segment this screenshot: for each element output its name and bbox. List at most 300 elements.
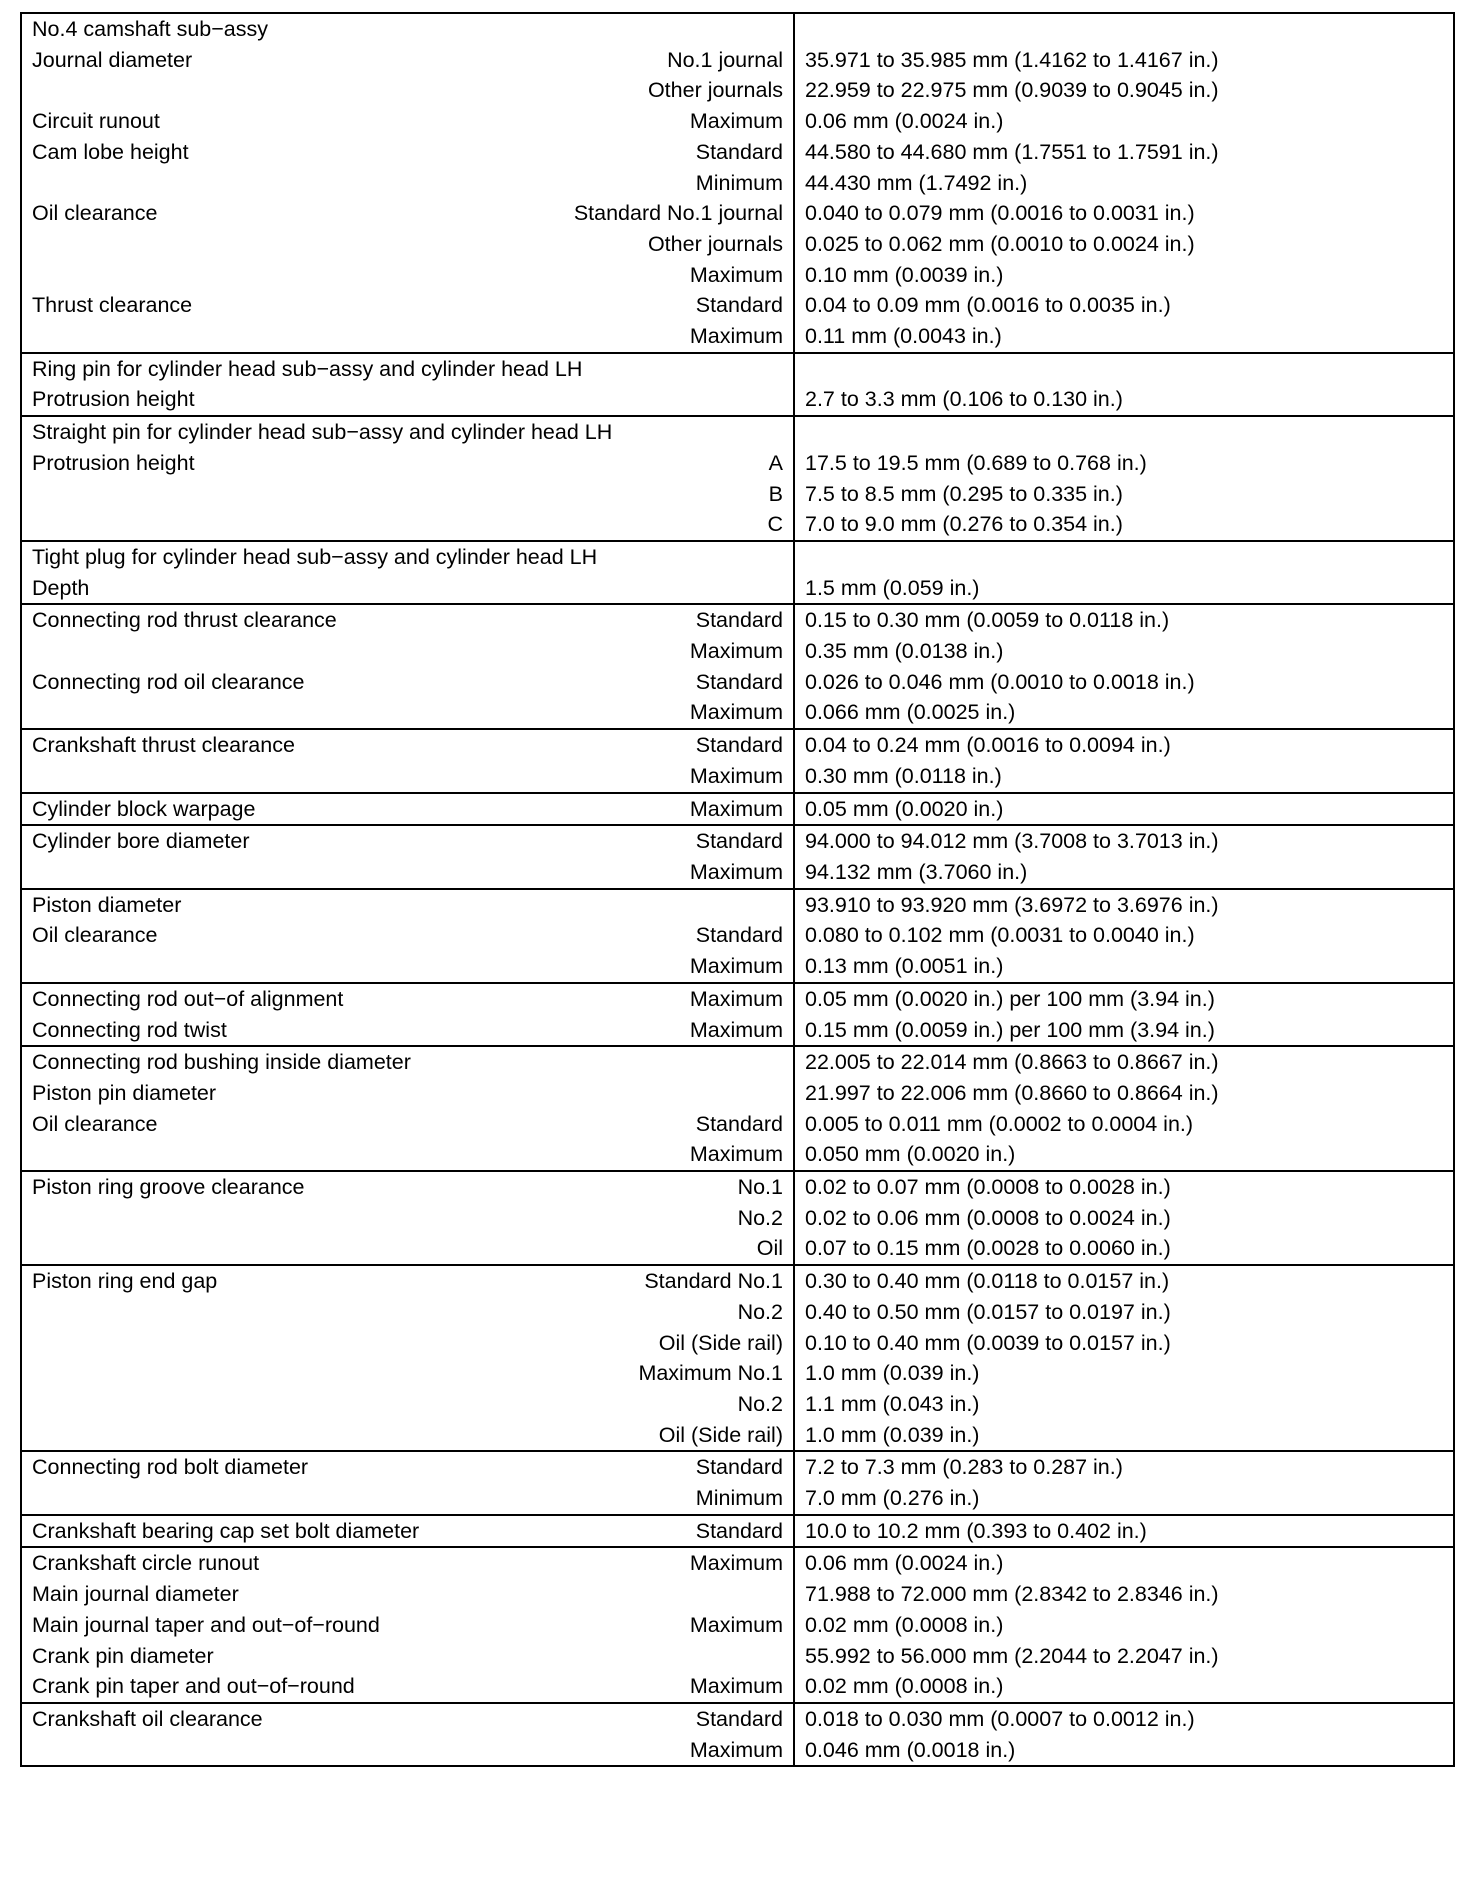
spec-item-label: Piston pin diameter — [32, 1080, 217, 1105]
table-row — [21, 541, 1454, 573]
spec-item-wrapper — [32, 1109, 783, 1140]
table-row — [21, 1641, 1454, 1672]
spec-item-label: Depth — [32, 575, 90, 600]
spec-value: 0.13 mm (0.0051 in.) — [794, 951, 1454, 983]
table-row — [21, 137, 1454, 168]
spec-item-cell — [21, 321, 794, 353]
spec-item-cell — [21, 198, 794, 229]
spec-item-wrapper — [32, 1420, 783, 1451]
spec-item-cell — [21, 1703, 794, 1735]
spec-section — [21, 983, 1454, 1046]
spec-condition: Standard — [695, 1518, 783, 1543]
spec-value: 44.580 to 44.680 mm (1.7551 to 1.7591 in.) — [794, 137, 1454, 168]
spec-condition: B — [768, 481, 783, 506]
table-row — [21, 106, 1454, 137]
spec-item-wrapper — [32, 667, 783, 698]
table-row — [21, 761, 1454, 793]
table-row — [21, 793, 1454, 826]
spec-value: 0.11 mm (0.0043 in.) — [794, 321, 1454, 353]
spec-table — [20, 12, 1455, 1767]
spec-item-label: Crankshaft thrust clearance — [32, 733, 295, 758]
spec-value — [794, 541, 1454, 573]
spec-item-wrapper — [32, 1328, 783, 1359]
table-row — [21, 75, 1454, 106]
spec-section — [21, 541, 1454, 604]
spec-condition: Maximum — [689, 1674, 783, 1699]
table-row — [21, 448, 1454, 479]
spec-item-cell — [21, 1483, 794, 1515]
spec-item-cell — [21, 667, 794, 698]
spec-item-wrapper — [32, 730, 783, 761]
spec-item-cell — [21, 45, 794, 76]
spec-item-cell — [21, 1671, 794, 1703]
spec-condition: A — [768, 450, 783, 475]
spec-value: 1.5 mm (0.059 in.) — [794, 573, 1454, 605]
table-row — [21, 45, 1454, 76]
spec-condition: Standard — [695, 669, 783, 694]
spec-item-cell — [21, 229, 794, 260]
spec-section — [21, 1451, 1454, 1514]
spec-condition: Maximum — [689, 1551, 783, 1576]
table-row — [21, 983, 1454, 1015]
table-row — [21, 951, 1454, 983]
table-row — [21, 1203, 1454, 1234]
spec-value: 0.04 to 0.24 mm (0.0016 to 0.0094 in.) — [794, 729, 1454, 761]
spec-value: 0.018 to 0.030 mm (0.0007 to 0.0012 in.) — [794, 1703, 1454, 1735]
spec-condition: Maximum No.1 — [638, 1361, 783, 1386]
spec-value: 0.05 mm (0.0020 in.) — [794, 793, 1454, 826]
spec-condition: Standard No.1 journal — [573, 201, 783, 226]
spec-item-wrapper — [32, 857, 783, 888]
spec-condition: Maximum — [689, 986, 783, 1011]
spec-item-wrapper — [32, 697, 783, 728]
spec-item-cell — [21, 1420, 794, 1452]
spec-item-wrapper — [32, 573, 783, 604]
spec-condition: Other journals — [647, 231, 783, 256]
spec-item-cell — [21, 573, 794, 605]
table-row — [21, 416, 1454, 448]
table-row — [21, 1389, 1454, 1420]
spec-item-wrapper — [32, 1078, 783, 1109]
spec-section — [21, 604, 1454, 729]
table-row — [21, 198, 1454, 229]
spec-item-cell — [21, 697, 794, 729]
spec-condition: Maximum — [689, 859, 783, 884]
spec-item-wrapper — [32, 1641, 783, 1672]
spec-item-wrapper — [32, 417, 783, 448]
spec-item-cell — [21, 1297, 794, 1328]
spec-item-wrapper — [32, 761, 783, 792]
spec-value: 44.430 mm (1.7492 in.) — [794, 168, 1454, 199]
spec-item-cell — [21, 1139, 794, 1171]
spec-item-cell — [21, 983, 794, 1015]
spec-value: 1.0 mm (0.039 in.) — [794, 1420, 1454, 1452]
spec-item-label: Tight plug for cylinder head sub−assy and cylinder head LH — [32, 544, 598, 569]
spec-item-cell — [21, 1735, 794, 1767]
spec-value — [794, 416, 1454, 448]
spec-section — [21, 1515, 1454, 1548]
spec-value: 0.06 mm (0.0024 in.) — [794, 106, 1454, 137]
spec-item-label: Main journal diameter — [32, 1582, 239, 1607]
spec-item-cell — [21, 889, 794, 921]
spec-condition: Standard — [695, 1111, 783, 1136]
table-row — [21, 1297, 1454, 1328]
spec-item-wrapper — [32, 605, 783, 636]
spec-item-wrapper — [32, 384, 783, 415]
spec-item-label: Connecting rod twist — [32, 1017, 227, 1042]
spec-item-cell — [21, 1389, 794, 1420]
spec-value: 93.910 to 93.920 mm (3.6972 to 3.6976 in.) — [794, 889, 1454, 921]
table-row — [21, 889, 1454, 921]
spec-item-wrapper — [32, 168, 783, 199]
spec-item-cell — [21, 479, 794, 510]
spec-item-label: Crank pin diameter — [32, 1643, 214, 1668]
spec-item-wrapper — [32, 1671, 783, 1702]
spec-item-cell — [21, 1046, 794, 1078]
table-row — [21, 729, 1454, 761]
spec-item-wrapper — [32, 1610, 783, 1641]
spec-value: 0.050 mm (0.0020 in.) — [794, 1139, 1454, 1171]
spec-condition: Minimum — [695, 1486, 783, 1511]
spec-condition: Standard — [695, 293, 783, 318]
spec-item-wrapper — [32, 984, 783, 1015]
spec-item-cell — [21, 541, 794, 573]
spec-item-cell — [21, 636, 794, 667]
spec-condition: Standard — [695, 829, 783, 854]
spec-condition: Oil — [756, 1236, 783, 1261]
spec-condition: Maximum — [689, 796, 783, 821]
spec-value: 0.02 mm (0.0008 in.) — [794, 1610, 1454, 1641]
spec-condition: No.1 journal — [667, 47, 783, 72]
spec-value: 0.02 to 0.07 mm (0.0008 to 0.0028 in.) — [794, 1171, 1454, 1203]
spec-item-wrapper — [32, 1358, 783, 1389]
spec-item-cell — [21, 416, 794, 448]
spec-item-cell — [21, 448, 794, 479]
spec-item-label: Piston diameter — [32, 892, 182, 917]
spec-value: 0.02 to 0.06 mm (0.0008 to 0.0024 in.) — [794, 1203, 1454, 1234]
table-row — [21, 825, 1454, 857]
spec-value: 35.971 to 35.985 mm (1.4162 to 1.4167 in.) — [794, 45, 1454, 76]
spec-item-cell — [21, 1328, 794, 1359]
spec-item-label: Cylinder bore diameter — [32, 829, 250, 854]
spec-item-cell — [21, 793, 794, 826]
spec-item-cell — [21, 1233, 794, 1265]
spec-value: 0.040 to 0.079 mm (0.0016 to 0.0031 in.) — [794, 198, 1454, 229]
spec-item-cell — [21, 137, 794, 168]
spec-item-wrapper — [32, 1233, 783, 1264]
spec-item-cell — [21, 1265, 794, 1297]
spec-item-cell — [21, 604, 794, 636]
table-row — [21, 321, 1454, 353]
spec-value: 1.1 mm (0.043 in.) — [794, 1389, 1454, 1420]
spec-item-wrapper — [32, 1297, 783, 1328]
spec-condition: Maximum — [689, 1142, 783, 1167]
spec-item-wrapper — [32, 290, 783, 321]
table-row — [21, 509, 1454, 541]
spec-item-cell — [21, 1015, 794, 1047]
spec-condition: Maximum — [689, 763, 783, 788]
spec-condition: Other journals — [647, 78, 783, 103]
spec-item-label: Connecting rod bolt diameter — [32, 1455, 309, 1480]
spec-condition: Standard — [695, 608, 783, 633]
spec-item-wrapper — [32, 1579, 783, 1610]
spec-condition: Oil (Side rail) — [658, 1330, 783, 1355]
spec-value: 22.005 to 22.014 mm (0.8663 to 0.8667 in.) — [794, 1046, 1454, 1078]
spec-item-label: Crank pin taper and out−of−round — [32, 1674, 355, 1699]
spec-item-label: Cylinder block warpage — [32, 796, 256, 821]
spec-item-label: Straight pin for cylinder head sub−assy and cylinder head LH — [32, 420, 613, 445]
spec-section — [21, 1046, 1454, 1171]
spec-value: 21.997 to 22.006 mm (0.8660 to 0.8664 in.) — [794, 1078, 1454, 1109]
spec-item-wrapper — [32, 229, 783, 260]
table-row — [21, 479, 1454, 510]
spec-value: 0.30 mm (0.0118 in.) — [794, 761, 1454, 793]
spec-value: 7.5 to 8.5 mm (0.295 to 0.335 in.) — [794, 479, 1454, 510]
spec-item-label: Connecting rod thrust clearance — [32, 608, 337, 633]
spec-item-wrapper — [32, 920, 783, 951]
spec-value: 0.066 mm (0.0025 in.) — [794, 697, 1454, 729]
spec-value: 1.0 mm (0.039 in.) — [794, 1358, 1454, 1389]
spec-value: 7.0 to 9.0 mm (0.276 to 0.354 in.) — [794, 509, 1454, 541]
spec-value: 22.959 to 22.975 mm (0.9039 to 0.9045 in.) — [794, 75, 1454, 106]
spec-value: 0.046 mm (0.0018 in.) — [794, 1735, 1454, 1767]
spec-item-wrapper — [32, 137, 783, 168]
spec-section — [21, 793, 1454, 826]
spec-item-wrapper — [32, 321, 783, 352]
spec-value: 17.5 to 19.5 mm (0.689 to 0.768 in.) — [794, 448, 1454, 479]
spec-value: 0.005 to 0.011 mm (0.0002 to 0.0004 in.) — [794, 1109, 1454, 1140]
table-row — [21, 1703, 1454, 1735]
table-row — [21, 1515, 1454, 1548]
spec-item-wrapper — [32, 1203, 783, 1234]
spec-item-label: Piston ring groove clearance — [32, 1175, 305, 1200]
spec-value: 0.06 mm (0.0024 in.) — [794, 1547, 1454, 1579]
spec-condition: Maximum — [689, 954, 783, 979]
spec-condition: Maximum — [689, 262, 783, 287]
spec-item-label: Journal diameter — [32, 47, 193, 72]
spec-value: 0.04 to 0.09 mm (0.0016 to 0.0035 in.) — [794, 290, 1454, 321]
spec-item-label: Protrusion height — [32, 387, 195, 412]
spec-item-cell — [21, 13, 794, 45]
spec-item-wrapper — [32, 14, 783, 45]
table-row — [21, 1328, 1454, 1359]
table-row — [21, 1610, 1454, 1641]
spec-value: 0.05 mm (0.0020 in.) per 100 mm (3.94 in.) — [794, 983, 1454, 1015]
spec-condition: Maximum — [689, 1737, 783, 1762]
table-row — [21, 1358, 1454, 1389]
table-row — [21, 1579, 1454, 1610]
spec-section — [21, 1703, 1454, 1766]
spec-value: 0.026 to 0.046 mm (0.0010 to 0.0018 in.) — [794, 667, 1454, 698]
spec-section — [21, 1171, 1454, 1265]
spec-item-wrapper — [32, 1704, 783, 1735]
spec-value: 7.0 mm (0.276 in.) — [794, 1483, 1454, 1515]
table-row — [21, 1015, 1454, 1047]
table-row — [21, 636, 1454, 667]
spec-condition: Standard — [695, 733, 783, 758]
spec-item-wrapper — [32, 1266, 783, 1297]
table-row — [21, 1139, 1454, 1171]
spec-value: 0.02 mm (0.0008 in.) — [794, 1671, 1454, 1703]
spec-item-label: Crankshaft bearing cap set bolt diameter — [32, 1518, 420, 1543]
spec-item-cell — [21, 168, 794, 199]
spec-item-wrapper — [32, 509, 783, 540]
spec-item-wrapper — [32, 1516, 783, 1547]
spec-value: 0.40 to 0.50 mm (0.0157 to 0.0197 in.) — [794, 1297, 1454, 1328]
spec-item-wrapper — [32, 106, 783, 137]
spec-item-wrapper — [32, 1452, 783, 1483]
table-row — [21, 353, 1454, 385]
spec-item-label: Oil clearance — [32, 201, 158, 226]
spec-item-label: Ring pin for cylinder head sub−assy and cylinder head LH — [32, 356, 583, 381]
spec-item-wrapper — [32, 636, 783, 667]
spec-item-cell — [21, 761, 794, 793]
spec-value: 0.30 to 0.40 mm (0.0118 to 0.0157 in.) — [794, 1265, 1454, 1297]
table-row — [21, 1046, 1454, 1078]
spec-condition: Standard — [695, 1455, 783, 1480]
table-row — [21, 667, 1454, 698]
spec-condition: No.1 — [737, 1175, 783, 1200]
spec-item-wrapper — [32, 198, 783, 229]
spec-item-wrapper — [32, 542, 783, 573]
spec-item-cell — [21, 353, 794, 385]
spec-item-wrapper — [32, 354, 783, 385]
spec-item-cell — [21, 1579, 794, 1610]
spec-item-wrapper — [32, 1047, 783, 1078]
spec-item-wrapper — [32, 890, 783, 921]
table-row — [21, 1451, 1454, 1483]
spec-item-wrapper — [32, 1548, 783, 1579]
spec-section — [21, 825, 1454, 888]
spec-item-label: Crankshaft oil clearance — [32, 1706, 263, 1731]
spec-item-wrapper — [32, 75, 783, 106]
table-row — [21, 604, 1454, 636]
table-row — [21, 13, 1454, 45]
spec-item-cell — [21, 1610, 794, 1641]
spec-value: 0.35 mm (0.0138 in.) — [794, 636, 1454, 667]
spec-item-wrapper — [32, 448, 783, 479]
spec-condition: Maximum — [689, 109, 783, 134]
spec-item-label: Oil clearance — [32, 1111, 158, 1136]
spec-item-cell — [21, 1515, 794, 1548]
spec-value: 0.15 to 0.30 mm (0.0059 to 0.0118 in.) — [794, 604, 1454, 636]
spec-value: 0.15 mm (0.0059 in.) per 100 mm (3.94 in.) — [794, 1015, 1454, 1047]
spec-section — [21, 353, 1454, 416]
spec-item-cell — [21, 1203, 794, 1234]
spec-condition: Maximum — [689, 1612, 783, 1637]
spec-item-wrapper — [32, 45, 783, 76]
table-row — [21, 1078, 1454, 1109]
table-row — [21, 168, 1454, 199]
spec-item-cell — [21, 384, 794, 416]
table-row — [21, 697, 1454, 729]
spec-value: 7.2 to 7.3 mm (0.283 to 0.287 in.) — [794, 1451, 1454, 1483]
spec-section — [21, 416, 1454, 541]
spec-value: 0.10 mm (0.0039 in.) — [794, 260, 1454, 291]
spec-value: 0.025 to 0.062 mm (0.0010 to 0.0024 in.) — [794, 229, 1454, 260]
spec-condition: Minimum — [695, 170, 783, 195]
spec-value — [794, 353, 1454, 385]
table-row — [21, 290, 1454, 321]
spec-item-wrapper — [32, 1139, 783, 1170]
spec-item-cell — [21, 729, 794, 761]
spec-item-wrapper — [32, 826, 783, 857]
table-row — [21, 920, 1454, 951]
spec-item-cell — [21, 1358, 794, 1389]
table-row — [21, 229, 1454, 260]
table-row — [21, 1265, 1454, 1297]
table-row — [21, 384, 1454, 416]
spec-section — [21, 729, 1454, 792]
spec-item-cell — [21, 509, 794, 541]
spec-item-label: Thrust clearance — [32, 293, 193, 318]
spec-item-wrapper — [32, 1483, 783, 1514]
spec-section — [21, 1547, 1454, 1703]
spec-item-wrapper — [32, 951, 783, 982]
spec-item-cell — [21, 260, 794, 291]
spec-item-cell — [21, 106, 794, 137]
spec-item-label: Protrusion height — [32, 450, 195, 475]
spec-value: 0.07 to 0.15 mm (0.0028 to 0.0060 in.) — [794, 1233, 1454, 1265]
spec-condition: No.2 — [737, 1299, 783, 1324]
spec-item-label: No.4 camshaft sub−assy — [32, 17, 269, 41]
table-row — [21, 1109, 1454, 1140]
spec-item-label: Crankshaft circle runout — [32, 1551, 260, 1576]
spec-condition: Maximum — [689, 324, 783, 349]
spec-value: 0.080 to 0.102 mm (0.0031 to 0.0040 in.) — [794, 920, 1454, 951]
spec-condition: Maximum — [689, 1017, 783, 1042]
spec-condition: Standard — [695, 139, 783, 164]
spec-item-cell — [21, 1171, 794, 1203]
spec-item-label: Piston ring end gap — [32, 1269, 218, 1294]
spec-condition: C — [767, 512, 783, 537]
spec-item-cell — [21, 1109, 794, 1140]
spec-item-cell — [21, 1641, 794, 1672]
spec-value — [794, 13, 1454, 45]
spec-value: 0.10 to 0.40 mm (0.0039 to 0.0157 in.) — [794, 1328, 1454, 1359]
spec-item-label: Connecting rod oil clearance — [32, 669, 305, 694]
spec-value: 2.7 to 3.3 mm (0.106 to 0.130 in.) — [794, 384, 1454, 416]
spec-item-cell — [21, 857, 794, 889]
table-row — [21, 1233, 1454, 1265]
spec-item-cell — [21, 1078, 794, 1109]
spec-section — [21, 1265, 1454, 1451]
table-row — [21, 573, 1454, 605]
spec-value: 55.992 to 56.000 mm (2.2044 to 2.2047 in.) — [794, 1641, 1454, 1672]
spec-item-wrapper — [32, 1389, 783, 1420]
spec-item-cell — [21, 825, 794, 857]
spec-item-wrapper — [32, 479, 783, 510]
spec-value: 10.0 to 10.2 mm (0.393 to 0.402 in.) — [794, 1515, 1454, 1548]
spec-section — [21, 13, 1454, 353]
table-row — [21, 1547, 1454, 1579]
spec-item-label: Cam lobe height — [32, 139, 189, 164]
spec-item-wrapper — [32, 1735, 783, 1766]
spec-condition: Standard — [695, 923, 783, 948]
spec-condition: Maximum — [689, 700, 783, 725]
spec-condition: Oil (Side rail) — [658, 1422, 783, 1447]
spec-item-cell — [21, 75, 794, 106]
spec-item-label: Circuit runout — [32, 109, 160, 134]
spec-item-label: Connecting rod out−of alignment — [32, 986, 344, 1011]
spec-item-cell — [21, 1547, 794, 1579]
spec-item-cell — [21, 920, 794, 951]
table-row — [21, 260, 1454, 291]
spec-item-wrapper — [32, 794, 783, 825]
spec-item-cell — [21, 951, 794, 983]
spec-item-label: Connecting rod bushing inside diameter — [32, 1050, 411, 1075]
spec-item-wrapper — [32, 1172, 783, 1203]
